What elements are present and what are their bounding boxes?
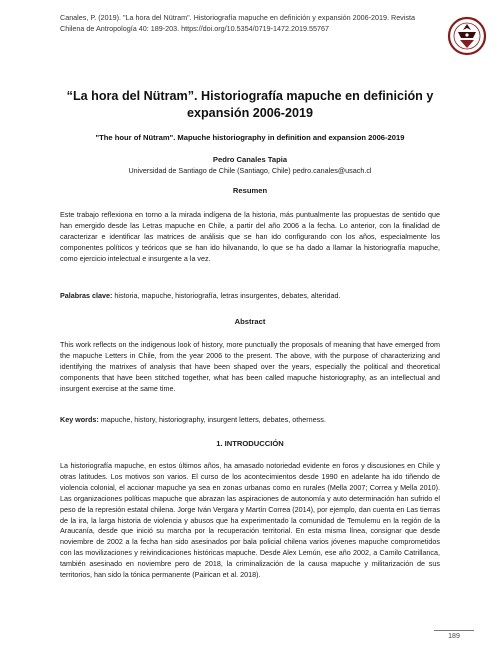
resumen-body: Este trabajo reflexiona en torno a la mirada indígena de la historia, más puntualmente las propuestas de sentido que han emergido desde las Letras mapuche en Chile, a partir del año 2006 a la fecha. Lo anterior, con la finalidad de caracterizar e identificar las matrices de análisis que se han ido configurando con los años, especialmente los componentes políticos y teóricos que se han ido hilvanando, lo que se ha dado a llamar la historiografía mapuche, como ejercicio intelectual e insurgente a la vez.	[60, 210, 440, 263]
key-words-label: Key words:	[60, 415, 99, 424]
page-number: 189	[448, 633, 460, 640]
palabras-clave-label: Palabras clave:	[60, 291, 113, 300]
author-affiliation: Universidad de Santiago de Chile (Santiago, Chile) pedro.canales@usach.cl	[128, 166, 372, 175]
paper-title-english: "The hour of Nütram". Mapuche historiography in definition and expansion 2006-2019	[95, 133, 405, 142]
introduction-heading: 1. INTRODUCCIÓN	[216, 439, 284, 448]
key-words	[60, 415, 440, 426]
page-number-rule	[434, 630, 474, 631]
key-words-list: mapuche, history, historiography, insurgent letters, debates, otherness.	[100, 415, 326, 424]
abstract-heading: Abstract	[234, 317, 266, 326]
palabras-clave-list: historia, mapuche, historiografía, letras insurgentes, debates, alteridad.	[114, 291, 341, 300]
introduction-body: La historiografía mapuche, en estos últimos años, ha amasado notoriedad evidente en foros y discusiones en Chile y otras latitudes. Los motivos son varios. El curso de los acontecimientos desde 1990 en adelante ha ido tiñendo de violencia colonial, el accionar mapuche ya sea en zonas urbanas como en rurales (Mella 2007; Correa y Mella 2010). Las organizaciones políticas mapuche que abrazan las aspiraciones de autonomía y auto determinación han sufrido el peso de la represión estatal chilena. Jorge Iván Vergara y Martín Correa (2014), por ejemplo, dan cuenta en Las tierras de la ira, la larga historia de violencia y abusos que ha experimentado la comunidad de Temulemu en la región de la Araucanía, desde que inició su marcha por la recuperación territorial. En esta misma línea, consignar que desde noviembre de 2002 a la fecha han sido asesinados por bala policial chilena varios jóvenes mapuche comprometidos con las movilizaciones y reivindicaciones históricas mapuche. Desde Alex Lemún, ese año 2002, a Camilo Catrillanca, también asesinado en noviembre pero de 2018, la criminalización de la causa mapuche y militarización de sus territorios, han sido la tónica permanente (Pairican et al. 2018).	[60, 461, 440, 580]
paper-title: “La hora del Nütram”. Historiografía mapuche en definición y expansión 2006-2019	[66, 89, 434, 120]
resumen-heading: Resumen	[232, 186, 268, 195]
abstract-body: This work reflects on the indigenous look of history, more punctually the proposals of meaning that have emerged from the mapuche Letters in Chile, from the year 2006 to the present. The above, with the purpose of characterizing and identifying the matrixes of analysis that have been shaped over the years, especially the political and theoretical components that have been stitched together, what has been called mapuche historiography, as an intellectual and insurgent exercise at the same time.	[60, 340, 440, 393]
citation-header: Canales, P. (2019). "La hora del Nütram". Historiografía mapuche en definición y expansión 2006-2019. Revista Chilena de Antropología 40: 189-203. https://doi.org/10.5354/0719-1472.2019.55767	[60, 13, 415, 33]
palabras-clave	[60, 291, 440, 302]
university-seal-logo	[447, 16, 487, 56]
page-footer	[434, 630, 474, 644]
author-name: Pedro Canales Tapia	[212, 155, 288, 164]
